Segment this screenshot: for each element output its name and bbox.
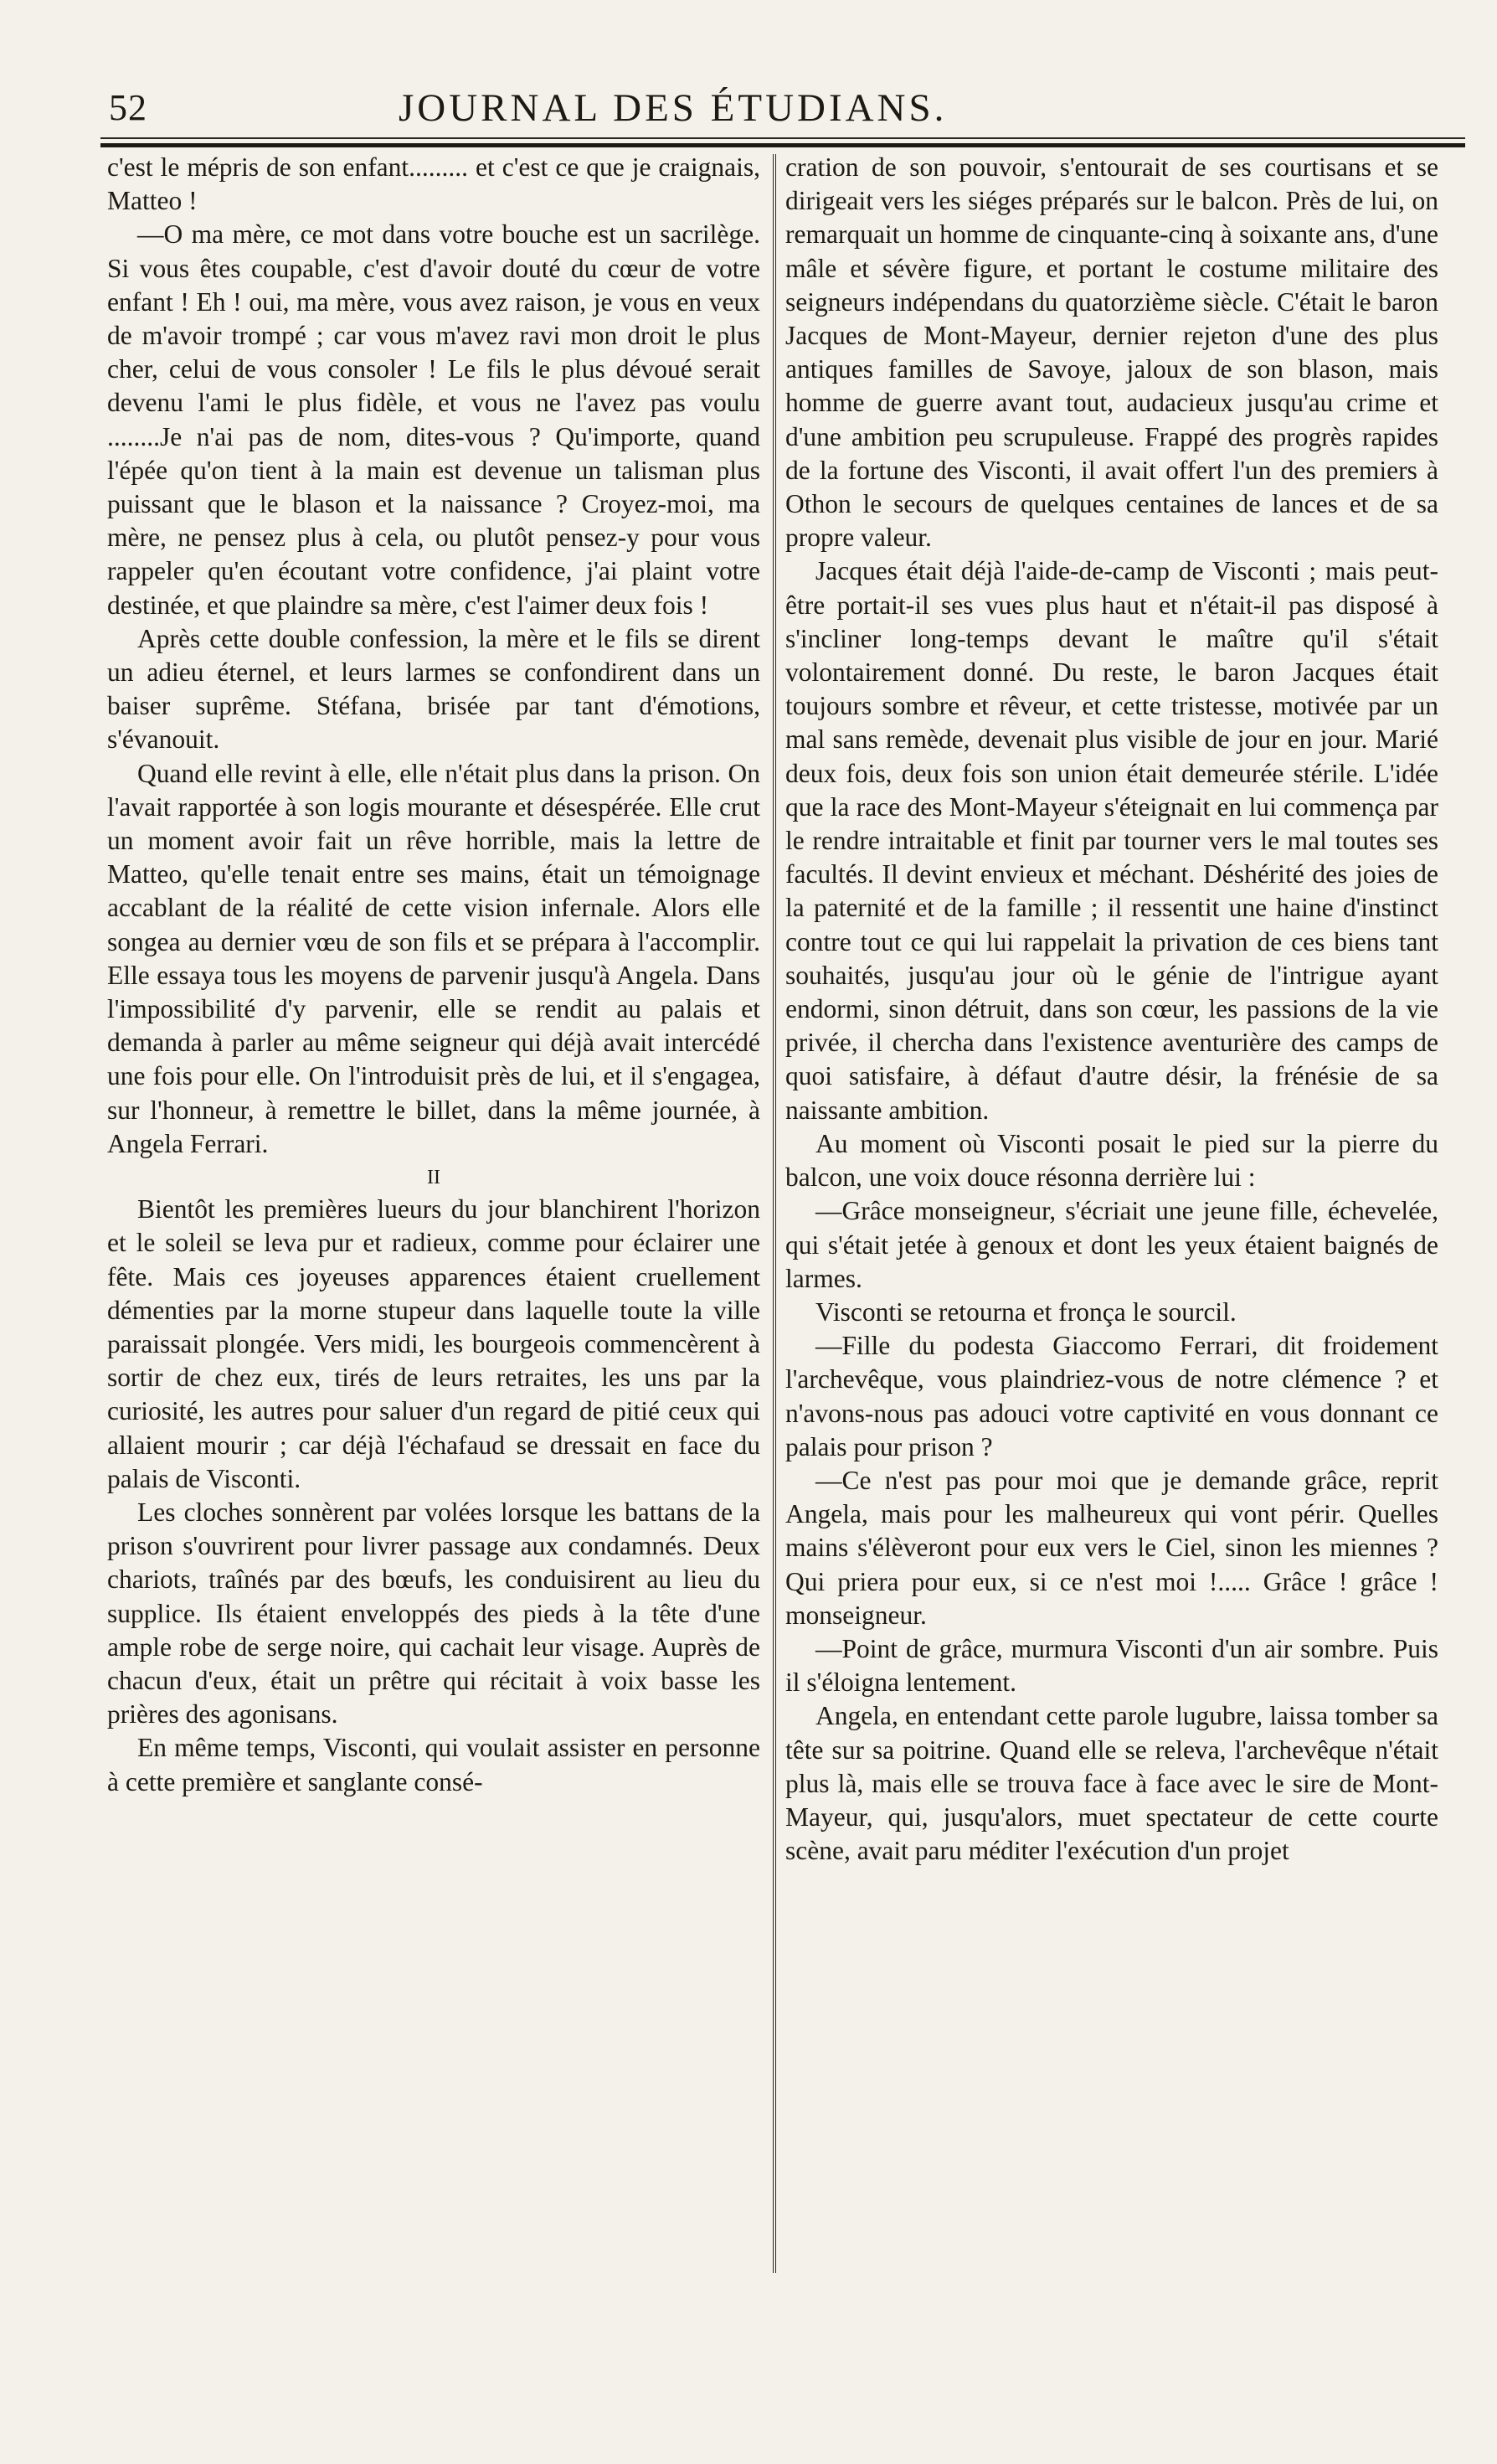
- right-paragraph-5: Visconti se retourna et fronça le sourcil.: [815, 1296, 1237, 1327]
- right-paragraph-2: Jacques était déjà l'aide-de-camp de Visconti ; mais peut-être portait-il ses vues plus haut et n'était-il pas disposé à s'incliner long-temps devant le maître qu'il s'était volontairement donné. Du reste, le baron Jacques était toujours sombre et rêveur, et cette tristesse, motivée par un mal sans remède, devenait plus visible de jour en jour. Marié deux fois, deux fois son union était demeurée stérile. L'idée que la race des Mont-Mayeur s'éteignait en lui commença par le rendre intraitable et finit par tourner vers le mal toutes ses facultés. Il devint envieux et méchant. Déshérité des joies de la paternité et de la famille ; il ressentit une haine d'instinct contre tout ce qui lui rappelait la privation de ces biens tant souhaités, jusqu'au jour où le génie de l'intrigue ayant endormi, sinon détruit, dans son cœur, les passions de la vie privée, il chercha dans l'existence aventurière des camps de quoi satisfaire, à défaut d'autre désir, la frénésie de sa naissante ambition.: [785, 556, 1438, 1125]
- left-paragraph-6: Les cloches sonnèrent par volées lorsque les battans de la prison s'ouvrirent pour livrer passage aux condamnés. Deux chariots, traînés par des bœufs, les conduisirent au lieu du supplice. Ils étaient enveloppés des pieds à la tête d'une ample robe de serge noire, qui cachait leur visage. Auprès de chacun d'eux, était un prêtre qui récitait à voix basse les prières des agonisans.: [107, 1497, 760, 1729]
- running-title: JOURNAL DES ÉTUDIANS.: [399, 86, 948, 130]
- left-paragraph-3: Après cette double confession, la mère et le fils se dirent un adieu éternel, et leurs larmes se confondirent dans un baiser suprême. Stéfana, brisée par tant d'émotions, s'évanouit.: [107, 623, 760, 755]
- left-paragraph-7: En même temps, Visconti, qui voulait assister en personne à cette première et sanglante consé-: [107, 1733, 760, 1796]
- left-paragraph-4: Quand elle revint à elle, elle n'était plus dans la prison. On l'avait rapportée à son logis mourante et désespérée. Elle crut un moment avoir fait un rêve horrible, mais la lettre de Matteo, qu'elle tenait entre ses mains, était un témoignage accablant de la réalité de cette vision infernale. Alors elle songea au dernier vœu de son fils et se prépara à l'accomplir. Elle essaya tous les moyens de parvenir jusqu'à Angela. Dans l'impossibilité d'y parvenir, elle se rendit au palais et demanda à parler au même seigneur qui déjà avait intercédé une fois pour elle. On l'introduisit près de lui, et il s'engagea, sur l'honneur, à remettre le billet, dans la même journée, à Angela Ferrari.: [107, 758, 760, 1158]
- right-paragraph-8: —Point de grâce, murmura Visconti d'un air sombre. Puis il s'éloigna lentement.: [785, 1633, 1438, 1698]
- left-column: [107, 151, 760, 2286]
- right-paragraph-6: —Fille du podesta Giaccomo Ferrari, dit froidement l'archevêque, vous plaindriez-vous de notre clémence ? et n'avons-nous pas adouci votre captivité en vous donnant ce palais pour prison ?: [785, 1331, 1438, 1461]
- right-paragraph-1: cration de son pouvoir, s'entourait de ses courtisans et se dirigeait vers les siéges préparés sur le balcon. Près de lui, on remarquait un homme de cinquante-cinq à soixante ans, d'une mâle et sévère figure, et portant le costume militaire des seigneurs indépendans du quatorzième siècle. C'était le baron Jacques de Mont-Mayeur, dernier rejeton d'une des plus antiques familles de Savoye, jaloux de son blason, mais homme de guerre avant tout, audacieux jusqu'au crime et d'une ambition peu scrupuleuse. Frappé des progrès rapides de la fortune des Visconti, il avait offert l'un des premiers à Othon le secours de quelques centaines de lances et de sa propre valeur.: [785, 152, 1438, 553]
- page-number: 52: [109, 87, 147, 128]
- right-paragraph-7: —Ce n'est pas pour moi que je demande grâce, reprit Angela, mais pour les malheureux qui vont périr. Quelles mains s'élèveront pour eux vers le Ciel, sinon les miennes ? Qui priera pour eux, si ce n'est moi !..... Grâce ! grâce ! monseigneur.: [785, 1465, 1438, 1630]
- section-marker: II: [427, 1167, 440, 1189]
- left-paragraph-5: Bientôt les premières lueurs du jour blanchirent l'horizon et le soleil se leva pur et radieux, comme pour éclairer une fête. Mais ces joyeuses apparences étaient cruellement démenties par la morne stupeur dans laquelle toute la ville paraissait plongée. Vers midi, les bourgeois commencèrent à sortir de chez eux, tirés de leurs retraites, les uns par la curiosité, les autres pour saluer d'un regard de pitié ceux qui allaient mourir ; car déjà l'échafaud se dressait en face du palais de Visconti.: [107, 1194, 760, 1493]
- right-column: [785, 151, 1438, 2286]
- left-paragraph-2: —O ma mère, ce mot dans votre bouche est un sacrilège. Si vous êtes coupable, c'est d'avoir douté du cœur de votre enfant ! Eh ! oui, ma mère, vous avez raison, je vous en veux de m'avoir trompé ; car vous m'avez ravi mon droit le plus cher, celui de vous consoler ! Le fils le plus dévoué serait devenu l'ami le plus fidèle, et vous ne l'avez pas voulu ........Je n'ai pas de nom, dites-vous ? Qu'importe, quand l'épée qu'on tient à la main est devenue un talisman plus puissant que le blason et la naissance ? Croyez-moi, ma mère, ne pensez plus à cela, ou plutôt pensez-y pour vous rappeler qu'en écoutant votre confidence, j'ai plaint votre destinée, et que plaindre sa mère, c'est l'aimer deux fois !: [107, 219, 760, 620]
- header-rule-thin: [100, 137, 1465, 139]
- text-columns: [107, 151, 1455, 2286]
- right-paragraph-9: Angela, en entendant cette parole lugubre, laissa tomber sa tête sur sa poitrine. Quand elle se releva, l'archevêque n'était plus là, mais elle se trouva face à face avec le sire de Mont-Mayeur, qui, jusqu'alors, muet spectateur de cette courte scène, avait paru méditer l'exécution d'un projet: [785, 1701, 1438, 1866]
- page-header: [80, 80, 1386, 139]
- right-paragraph-4: —Grâce monseigneur, s'écriait une jeune fille, échevelée, qui s'était jetée à genoux et dont les yeux étaient baignés de larmes.: [785, 1196, 1438, 1293]
- column-divider: [773, 154, 776, 2273]
- left-paragraph-1: c'est le mépris de son enfant......... et c'est ce que je craignais, Matteo !: [107, 152, 760, 216]
- header-rule-thick: [100, 143, 1465, 147]
- right-paragraph-3: Au moment où Visconti posait le pied sur la pierre du balcon, une voix douce résonna derrière lui :: [785, 1128, 1438, 1193]
